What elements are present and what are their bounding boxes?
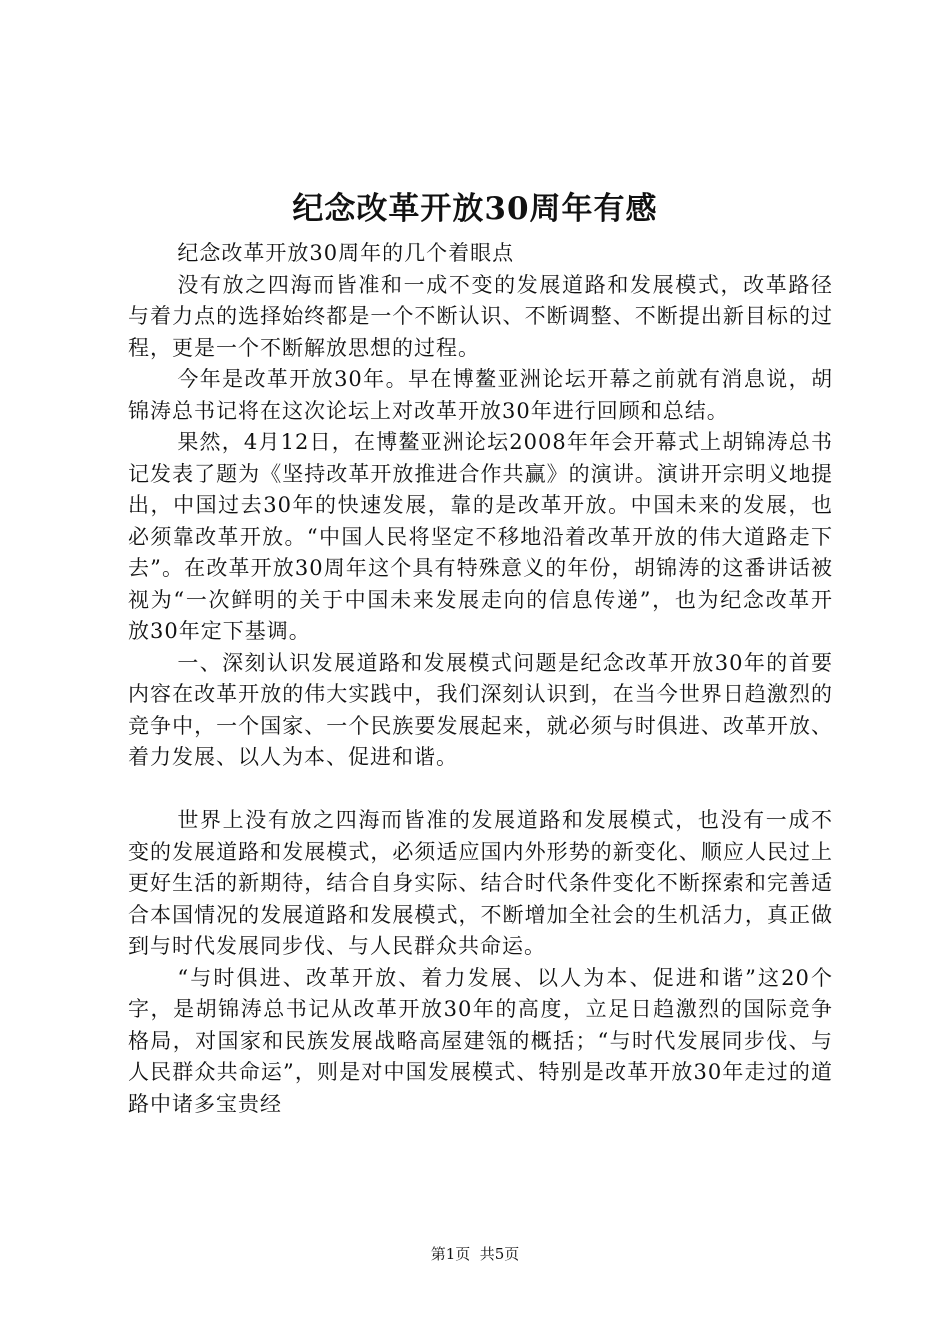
body-paragraph: 没有放之四海而皆准和一成不变的发展道路和发展模式，改革路径与着力点的选择始终都是一个不断认识、不断调整、不断提出新目标的过程，更是一个不断解放思想的过程。 (128, 272, 833, 360)
subtitle-paragraph: 纪念改革开放30周年的几个着眼点 (177, 241, 515, 265)
section-heading-paragraph: 一、深刻认识发展道路和发展模式问题是纪念改革开放30年的首要内容在改革开放的伟大实践中，我们深刻认识到，在当今世界日趋激烈的竞争中，一个国家、一个民族要发展起来，就必须与时俱进、改革开放、着力发展、以人为本、促进和谐。 (128, 650, 833, 769)
body-paragraph: “与时俱进、改革开放、着力发展、以人为本、促进和谐”这20个字，是胡锦涛总书记从改革开放30年的高度，立足日趋激烈的国际竞争格局，对国家和民族发展战略高屋建瓴的概括；“与时代发展同步伐、与人民群众共命运”，则是对中国发展模式、特别是改革开放30年走过的道路中诸多宝贵经 (128, 965, 833, 1116)
page-number: 第1页 共5页 (430, 1245, 520, 1263)
body-paragraph: 世界上没有放之四海而皆准的发展道路和发展模式，也没有一成不变的发展道路和发展模式，必须适应国内外形势的新变化、顺应人民过上更好生活的新期待，结合自身实际、结合时代条件变化不断探索和完善适合本国情况的发展道路和发展模式，不断增加全社会的生机活力，真正做到与时代发展同步伐、与人民群众共命运。 (128, 808, 833, 958)
body-paragraph: 果然，4月12日，在博鳌亚洲论坛2008年年会开幕式上胡锦涛总书记发表了题为《坚持改革开放推进合作共赢》的演讲。演讲开宗明义地提出，中国过去30年的快速发展，靠的是改革开放。中国未来的发展，也必须靠改革开放。“中国人民将坚定不移地沿着改革开放的伟大道路走下去”。在改革开放30周年这个具有特殊意义的年份，胡锦涛的这番讲话被视为“一次鲜明的关于中国未来发展走向的信息传递”，也为纪念改革开放30年定下基调。 (128, 430, 833, 643)
document-body (128, 238, 833, 1120)
body-paragraph: 今年是改革开放30年。早在博鳌亚洲论坛开幕之前就有消息说，胡锦涛总书记将在这次论坛上对改革开放30年进行回顾和总结。 (128, 367, 833, 423)
paragraph-spacer (128, 774, 833, 806)
document-title: 纪念改革开放30周年有感 (292, 191, 658, 227)
page-footer (0, 1244, 950, 1264)
